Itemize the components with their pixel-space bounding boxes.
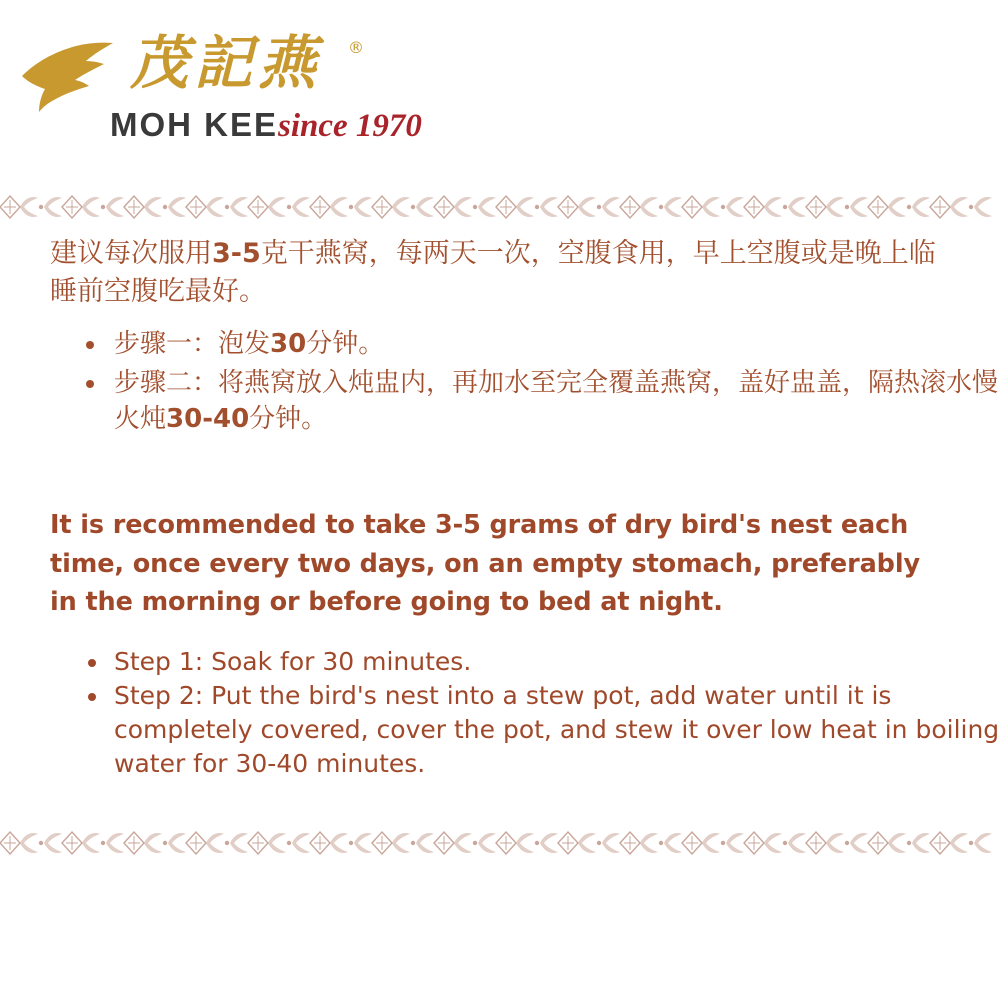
brand-wordmark-secondary: since 1970	[278, 108, 422, 144]
brand-wordmark-primary: MOH KEE	[110, 106, 279, 143]
chinese-step2-value: 30-40	[166, 404, 250, 435]
chinese-lead-dosage: 3-5	[212, 238, 261, 269]
ornament-divider-bottom	[0, 826, 1000, 860]
chinese-lead-part2: 克干燕窝，每两天一次，空腹食用，早上空腹或是晚上临睡前空腹吃最好。	[50, 238, 936, 308]
brand-logo	[18, 22, 422, 162]
brand-chinese-name: 茂記燕	[130, 29, 323, 97]
chinese-step1-text1: 步骤一：泡发	[114, 328, 271, 359]
chinese-steps-list	[0, 326, 1000, 439]
registered-trademark-icon: ®	[348, 38, 364, 57]
chinese-lead-paragraph	[50, 235, 948, 312]
ornament-top-icon	[0, 190, 1000, 224]
ornament-divider-top	[0, 190, 1000, 224]
english-lead-paragraph: It is recommended to take 3-5 grams of dry bird's nest each time, once every two days, on an empty stomach, preferably in the morning or before going to bed at night.	[50, 510, 921, 617]
list-item: • Step 2: Put the bird's nest into a stew pot, add water until it is completely covered, cover the pot, and stew it over low heat in boiling water for 30-40 minutes.	[110, 679, 1000, 781]
chinese-lead-part1: 建议每次服用	[50, 238, 212, 269]
brand-wordmark	[110, 108, 422, 143]
instructions-content	[0, 235, 1000, 781]
list-item: • Step 1: Soak for 30 minutes.	[110, 645, 1000, 679]
ornament-bottom-icon	[0, 826, 1000, 860]
list-item	[108, 326, 1000, 363]
bird-icon	[18, 36, 123, 114]
chinese-step1-value: 30	[270, 328, 307, 359]
english-steps-list	[0, 645, 1000, 781]
list-item	[108, 365, 1000, 439]
chinese-step2-text2: 分钟。	[249, 404, 328, 435]
chinese-step2-text1: 步骤二：将燕窝放入炖盅内，再加水至完全覆盖燕窝，盖好盅盖，隔热滚水慢火炖	[114, 367, 999, 435]
chinese-step1-text2: 分钟。	[306, 328, 385, 359]
